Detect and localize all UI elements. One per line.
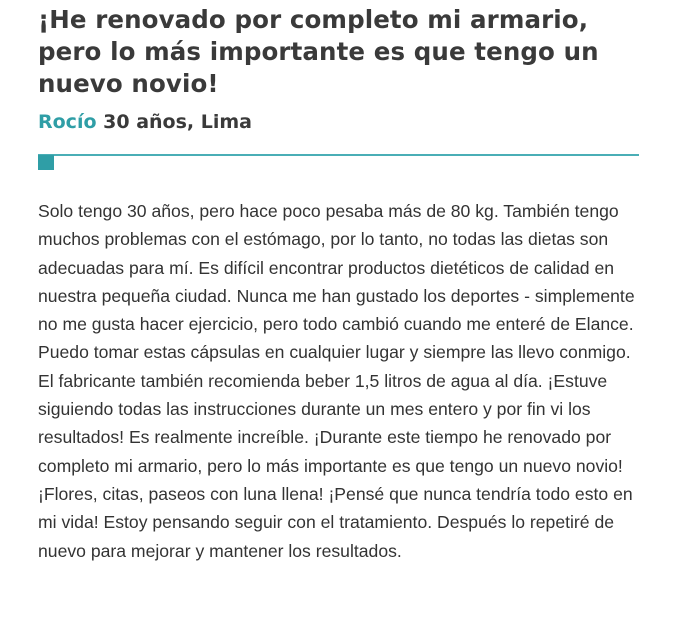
author-name: Rocío — [38, 111, 97, 133]
author-line — [38, 109, 252, 135]
testimonial-body: Solo tengo 30 años, pero hace poco pesaba más de 80 kg. También tengo muchos problemas con el estómago, por lo tanto, no todas las dietas son adecuadas para mí. Es difícil encontrar productos dietéticos de calidad en nuestra pequeña ciudad. Nunca me han gustado los deportes - simplemente no me gusta hacer ejercicio, pero todo cambió cuando me enteré de Elance. Puedo tomar estas cápsulas en cualquier lugar y siempre las llevo conmigo. El fabricante también recomienda beber 1,5 litros de agua al día. ¡Estuve siguiendo todas las instrucciones durante un mes entero y por fin vi los resultados! Es realmente increíble. ¡Durante este tiempo he renovado por completo mi armario, pero lo más importante es que tengo un nuevo novio! ¡Flores, citas, paseos con luna llena! ¡Pensé que nunca tendría todo esto en mi vida! Estoy pensando seguir con el tratamiento. Después lo repetiré de nuevo para mejorar y mantener los resultados. — [38, 201, 635, 561]
divider-line — [38, 154, 639, 156]
testimonial-headline: ¡He renovado por completo mi armario, pero lo más importante es que tengo un nuevo novio! — [38, 5, 599, 98]
author-details: 30 años, Lima — [103, 111, 252, 133]
divider-accent-square — [38, 155, 54, 170]
